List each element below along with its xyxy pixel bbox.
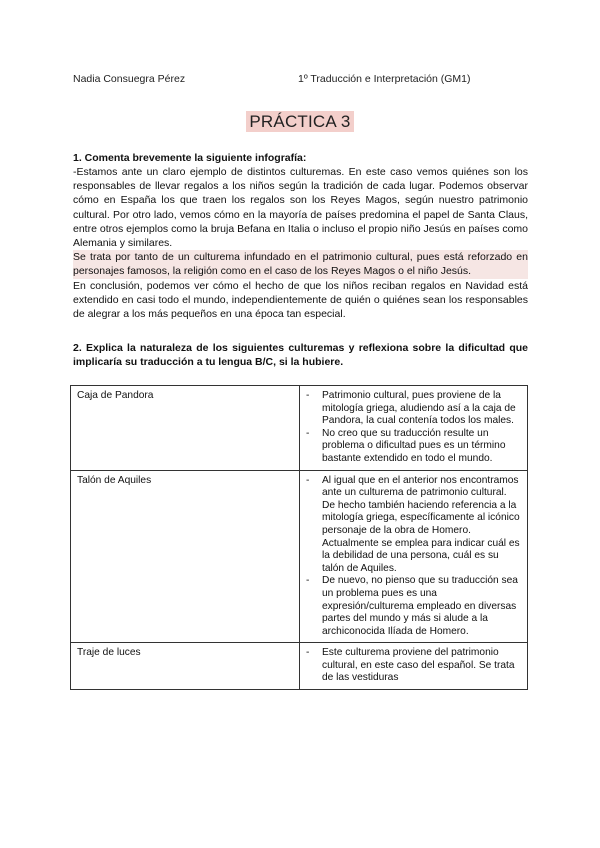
term-cell: Traje de luces: [71, 643, 300, 690]
list-item: - Patrimonio cultural, pues proviene de la mitología griega, aludiendo así a la caja de Pandora, la cual contenía todos los males.: [306, 390, 521, 428]
answer-paragraph: -Estamos ante un claro ejemplo de distintos culturemas. En este caso vemos quiénes son los responsables de llevar regalos a los niños según la tradición de cada lugar. Podemos observar cómo en España los que traen los regalos son los Reyes Magos, según nuestro patrimonio cultural. Por otro lado, vemos cómo en la mayoría de países predomina el papel de Santa Claus, entre otros ejemplos como la bruja Befana en Italia o incluso el propio niño Jesús en países como Alemania y similares.: [73, 166, 528, 250]
answer-paragraph: En conclusión, podemos ver cómo el hecho de que los niños reciban regalos en Navidad está extendido en casi todo el mundo, independientemente de quién o quiénes sean los responsables de alegrar a los más pequeños en una época tan especial.: [73, 279, 528, 321]
question-1-answer: [73, 165, 528, 321]
term-cell: Talón de Aquiles: [71, 470, 300, 643]
description-cell: [300, 470, 528, 643]
answer-paragraph: Se trata por tanto de un culturema infundado en el patrimonio cultural, pues está reforzado en personajes famosos, la religión como en el caso de los Reyes Magos o el niño Jesús.: [73, 251, 528, 278]
table-row: [71, 643, 528, 690]
author-name: Nadia Consuegra Pérez: [73, 73, 186, 85]
description-list: [306, 390, 521, 466]
page-title: PRÁCTICA 3: [246, 111, 353, 132]
table-row: [71, 386, 528, 471]
list-item: - Este culturema proviene del patrimonio cultural, en este caso del español. Se trata de las vestiduras: [306, 647, 521, 685]
list-item: - No creo que su traducción resulte un problema o dificultad pues es un término bastante extendido en todo el mundo.: [306, 428, 521, 466]
description-list: [306, 647, 521, 685]
description-cell: [300, 386, 528, 471]
list-item: - De nuevo, no pienso que su traducción sea un problema pues es una expresión/culturema empleado en diversas partes del mundo y más si alude a la archiconocida Ilíada de Homero.: [306, 575, 521, 638]
course-name: 1º Traducción e Interpretación (GM1): [298, 73, 471, 85]
table-row: [71, 470, 528, 643]
culturemes-table: [70, 385, 528, 690]
description-cell: [300, 643, 528, 690]
question-2-heading: 2. Explica la naturaleza de los siguientes culturemas y reflexiona sobre la dificultad que implicaría su traducción a tu lengua B/C, si la hubiere.: [73, 342, 528, 369]
description-list: [306, 475, 521, 639]
page-title-wrapper: [0, 112, 600, 132]
term-cell: Caja de Pandora: [71, 386, 300, 471]
question-1-heading: 1. Comenta brevemente la siguiente infografía:: [73, 152, 307, 164]
list-item: - Al igual que en el anterior nos encontramos ante un culturema de patrimonio cultural. De hecho también haciendo referencia a la mitología griega, específicamente al icónico personaje de la obra de Homero. Actualmente se emplea para indicar cuál es la debilidad de una persona, cuál es su talón de Aquiles.: [306, 475, 521, 576]
